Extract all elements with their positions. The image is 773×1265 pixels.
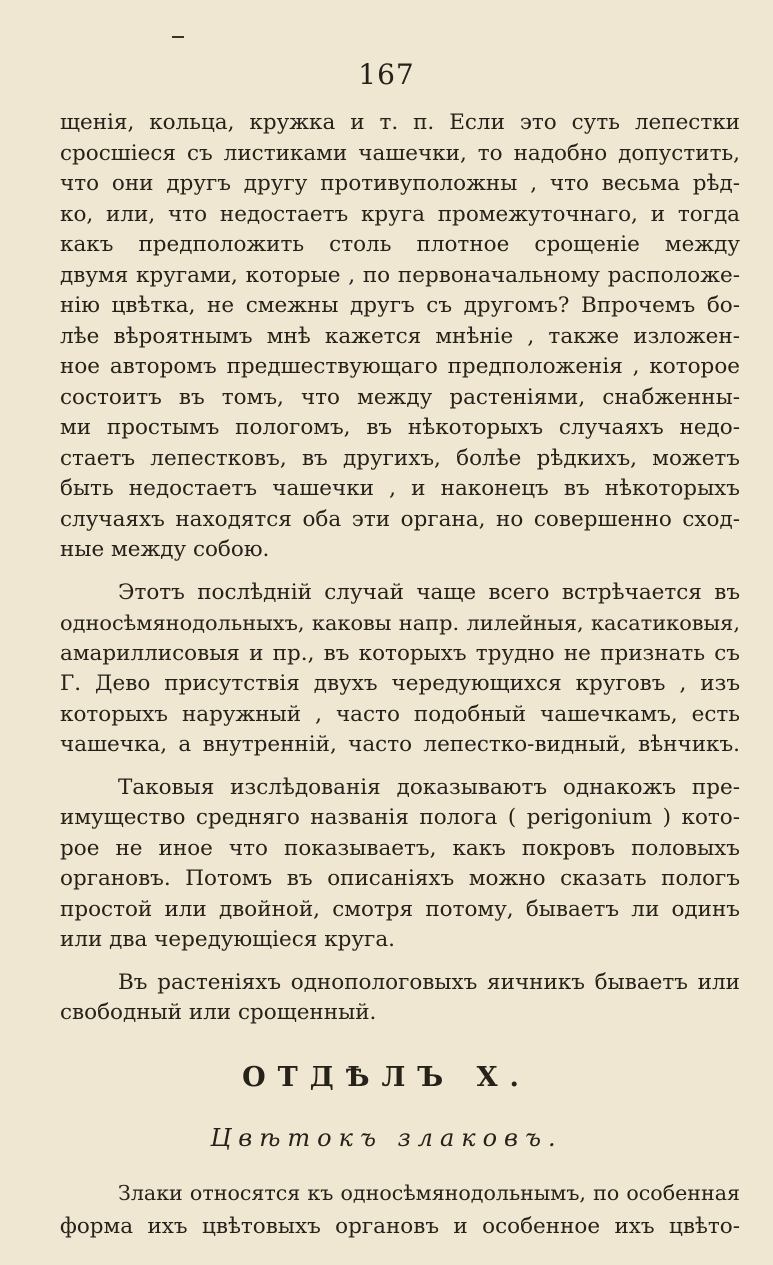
text-line: чашечка, а внутренній, часто лепестко-видный, вѣнчикъ. xyxy=(60,732,740,757)
text-line: простой или двойной, смотря потому, бываетъ ли одинъ xyxy=(60,896,740,922)
text-line: лѣе вѣроятнымъ мнѣ кажется мнѣніе , также изложен- xyxy=(60,323,740,349)
text-line: стаетъ лепестковъ, въ другихъ, болѣе рѣдкихъ, можетъ xyxy=(60,445,740,471)
text-line: которыхъ наружный , часто подобный чашечкамъ, есть xyxy=(60,701,740,727)
paragraph-3 xyxy=(60,773,740,956)
text-line: имущество средняго названія полога ( perigonium ) кото- xyxy=(60,805,740,830)
text-line: что они другъ другу противуположны , что весьма рѣд- xyxy=(60,171,740,196)
text-line: быть недостаетъ чашечки , и наконецъ въ нѣкоторыхъ xyxy=(60,476,740,501)
section-heading: ОТДѢЛЪ X. xyxy=(242,1062,531,1093)
text-line: какъ предположить столь плотное срощеніе между xyxy=(60,232,740,257)
final-paragraph xyxy=(60,1176,740,1244)
text-line: Въ растеніяхъ однопологовыхъ яичникъ бываетъ или xyxy=(118,969,740,995)
text-line: амариллисовыя и пр., въ которыхъ трудно не признать съ xyxy=(60,640,740,666)
paragraph-gap xyxy=(60,956,740,968)
text-line: Этотъ послѣдній случай чаще всего встрѣчается въ xyxy=(118,579,740,605)
paragraph-4 xyxy=(60,968,740,1029)
body-text xyxy=(60,108,740,1029)
text-line: состоитъ въ томъ, что между растеніями, снабженны- xyxy=(60,384,740,410)
page-number: 167 xyxy=(358,58,415,91)
text-line: ми простымъ пологомъ, въ нѣкоторыхъ случаяхъ недо- xyxy=(60,415,740,440)
header-dash-mark xyxy=(172,36,184,38)
text-line: ное авторомъ предшествующаго предположенія , которое xyxy=(60,354,740,379)
text-line: свободный или срощенный. xyxy=(60,1000,377,1025)
paragraph-1 xyxy=(60,108,740,566)
text-line: сросшіеся съ листиками чашечки, то надобно допустить, xyxy=(60,140,740,166)
text-line: рое не иное что показываетъ, какъ покровъ половыхъ xyxy=(60,835,740,861)
text-line: ные между собою. xyxy=(60,537,270,562)
text-line: форма ихъ цвѣтовыхъ органовъ и особенное ихъ цвѣто- xyxy=(60,1214,740,1239)
text-line: щенія, кольца, кружка и т. п. Если это суть лепестки xyxy=(60,110,740,135)
paragraph-gap xyxy=(60,761,740,773)
text-line: Таковыя изслѣдованія доказываютъ однакожъ пре- xyxy=(118,774,740,800)
text-line: случаяхъ находятся оба эти органа, но совершенно сход- xyxy=(60,506,740,532)
paragraph-2 xyxy=(60,578,740,761)
text-line: ко, или, что недостаетъ круга промежуточнаго, и тогда xyxy=(60,201,740,227)
section-subheading: Цвѣтокъ злаковъ. xyxy=(210,1124,563,1152)
text-line: двумя кругами, которые , по первоначальному расположе- xyxy=(60,262,740,288)
text-line: односѣмянодольныхъ, каковы напр. лилейныя, касатиковыя, xyxy=(60,611,740,635)
text-line: Г. Дево присутствія двухъ чередующихся круговъ , изъ xyxy=(60,671,740,696)
text-line: Злаки относятся къ односѣмянодольнымъ, по особенная xyxy=(118,1181,740,1205)
paragraph-gap xyxy=(60,566,740,578)
text-line: нію цвѣтка, не смежны другъ съ другомъ? Впрочемъ бо- xyxy=(60,293,740,318)
text-line: органовъ. Потомъ въ описаніяхъ можно сказать пологъ xyxy=(60,866,740,891)
text-line: или два чередующіеся круга. xyxy=(60,927,395,952)
